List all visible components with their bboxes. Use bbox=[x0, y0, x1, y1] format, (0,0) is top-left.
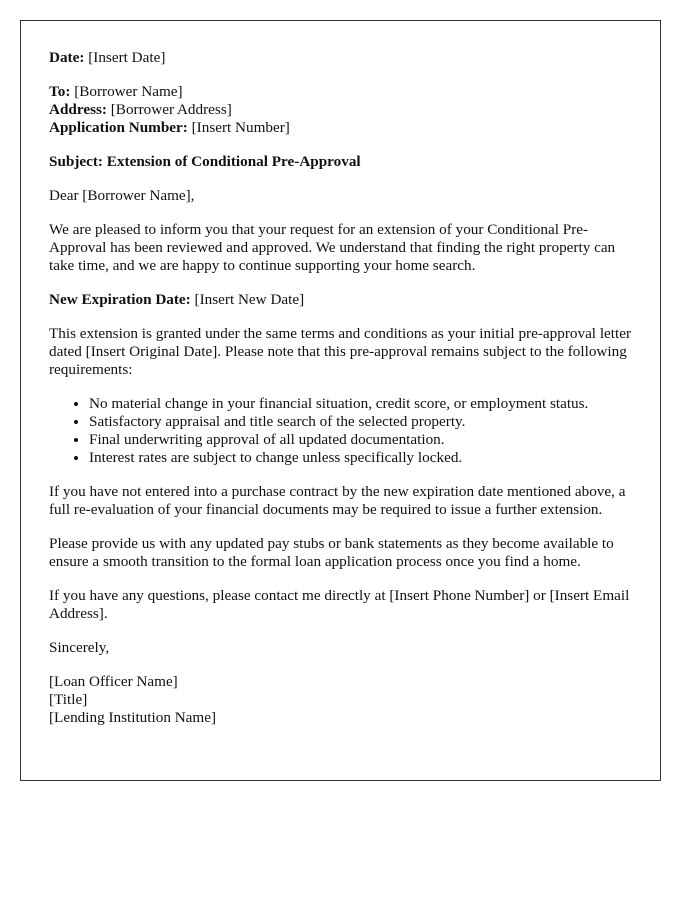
application-number-value: [Insert Number] bbox=[191, 119, 290, 136]
list-item: • Interest rates are subject to change unless specifically locked. bbox=[89, 449, 632, 467]
to-label: To: bbox=[49, 83, 71, 100]
signature-institution: [Lending Institution Name] bbox=[49, 709, 217, 726]
signature-title: [Title] bbox=[49, 691, 88, 708]
closing: Sincerely, bbox=[49, 639, 110, 656]
recipient-block bbox=[49, 83, 632, 137]
signature-block bbox=[49, 673, 632, 727]
date-label: Date: bbox=[49, 49, 85, 66]
requirements-list bbox=[49, 395, 632, 467]
date-line bbox=[49, 49, 632, 67]
to-line bbox=[49, 83, 632, 101]
paragraph-contact: If you have any questions, please contact me directly at [Insert Phone Number] or [Insert Email Address]. bbox=[49, 587, 630, 622]
to-value: [Borrower Name] bbox=[74, 83, 183, 100]
list-item: • Final underwriting approval of all updated documentation. bbox=[89, 431, 632, 449]
paragraph-terms: This extension is granted under the same terms and conditions as your initial pre-approval letter dated [Insert Original Date]. Please note that this pre-approval remains subject to the following requirements: bbox=[49, 325, 632, 378]
list-item: • Satisfactory appraisal and title search of the selected property. bbox=[89, 413, 632, 431]
paragraph-documents: Please provide us with any updated pay stubs or bank statements as they become available to ensure a smooth transition to the formal loan application process once you find a home. bbox=[49, 535, 614, 570]
address-line bbox=[49, 101, 632, 119]
salutation: Dear [Borrower Name], bbox=[49, 187, 195, 204]
paragraph-reevaluation: If you have not entered into a purchase contract by the new expiration date mentioned above, a full re-evaluation of your financial documents may be required to issue a further extension. bbox=[49, 483, 626, 518]
application-number-label: Application Number: bbox=[49, 119, 188, 136]
application-number-line bbox=[49, 119, 632, 137]
letter-document bbox=[20, 20, 661, 781]
address-value: [Borrower Address] bbox=[110, 101, 232, 118]
address-label: Address: bbox=[49, 101, 107, 118]
subject-line: Subject: Extension of Conditional Pre-Approval bbox=[49, 153, 361, 170]
list-item: • No material change in your financial situation, credit score, or employment status. bbox=[89, 395, 632, 413]
signature-name: [Loan Officer Name] bbox=[49, 673, 178, 690]
date-value: [Insert Date] bbox=[88, 49, 166, 66]
expiration-value: [Insert New Date] bbox=[194, 291, 305, 308]
expiration-line bbox=[49, 291, 632, 309]
expiration-label: New Expiration Date: bbox=[49, 291, 191, 308]
paragraph-approval: We are pleased to inform you that your request for an extension of your Conditional Pre-Approval has been reviewed and approved. We understand that finding the right property can take time, and we are happy to continue supporting your home search. bbox=[49, 221, 616, 274]
